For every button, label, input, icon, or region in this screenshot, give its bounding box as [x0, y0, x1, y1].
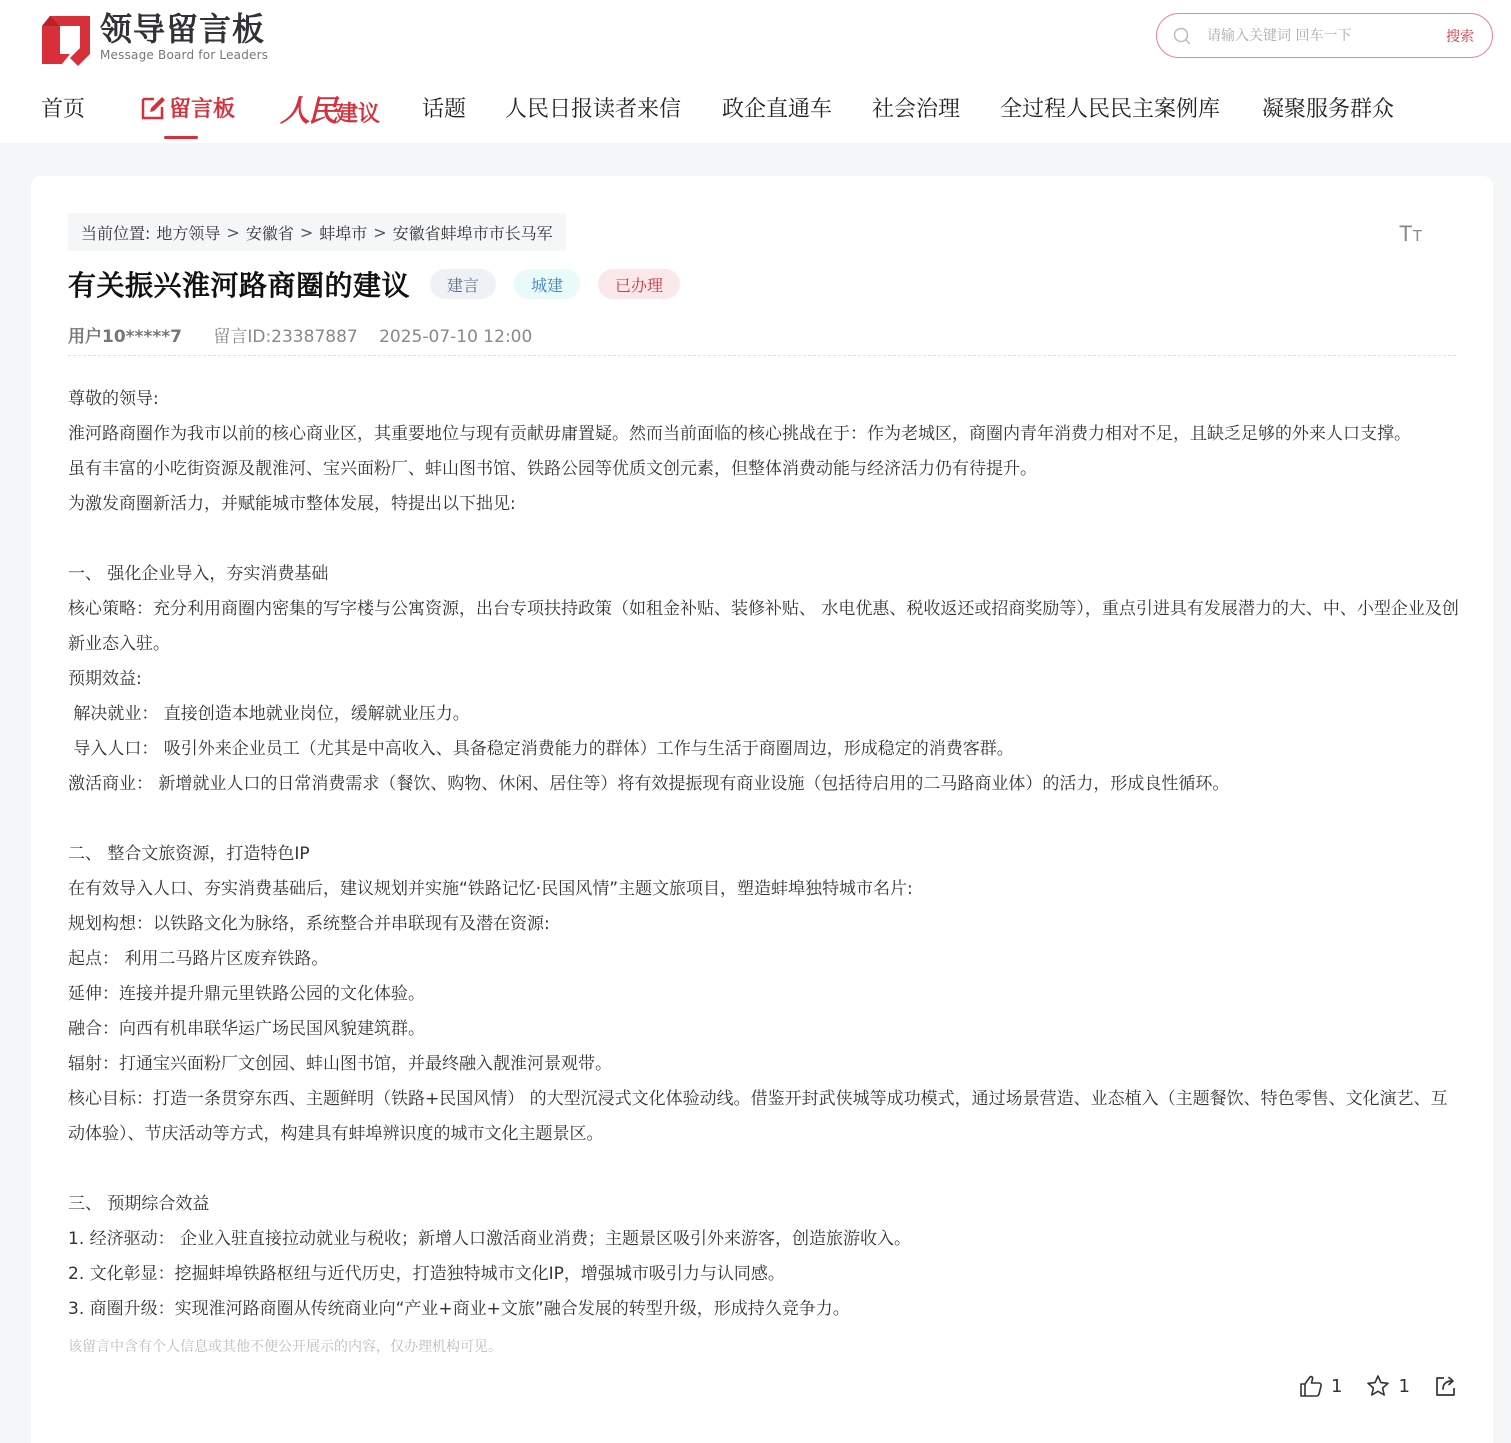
message-meta [68, 322, 532, 347]
nav-item-democracy-cases[interactable]: 全过程人民民主案例库 [1000, 97, 1221, 122]
title-row [68, 264, 680, 304]
main-nav [0, 84, 1511, 143]
body-line: 延伸：连接并提升鼎元里铁路公园的文化体验。 [68, 984, 425, 1004]
body-line [68, 1152, 1460, 1187]
message-card [31, 176, 1493, 1443]
nav-item-social-governance[interactable]: 社会治理 [872, 97, 961, 122]
site-logo[interactable] [40, 10, 268, 66]
author-name: 用户10*****7 [68, 327, 182, 347]
status-badge: 已办理 [598, 269, 680, 299]
message-date: 2025-07-10 12:00 [379, 327, 533, 347]
section-heading: 三、 预期综合效益 [68, 1194, 210, 1214]
tag-type: 建言 [430, 269, 496, 299]
body-line: 辐射：打通宝兴面粉厂文创园、蚌山图书馆，并最终融入靓淮河景观带。 [68, 1054, 612, 1074]
logo-subtitle: Message Board for Leaders [100, 48, 269, 62]
body-line: 为激发商圈新活力，并赋能城市整体发展，特提出以下拙见: [68, 494, 516, 514]
breadcrumb-separator: > [373, 222, 387, 242]
section-heading: 二、 整合文旅资源，打造特色IP [68, 844, 310, 864]
nav-item-message-board[interactable] [140, 92, 235, 123]
message-title: 有关振兴淮河路商圈的建议 [68, 269, 411, 302]
body-line: 核心策略：充分利用商圈内密集的写字楼与公寓资源，出台专项扶持政策（如租金补贴、装修补贴、 水电优惠、税收返还或招商奖励等），重点引进具有发展潜力的大、中、小型企业及创新业态入驻。 [68, 599, 1459, 654]
breadcrumb-prefix: 当前位置: [81, 223, 151, 243]
breadcrumb-separator: > [299, 222, 314, 242]
breadcrumb [68, 213, 566, 251]
body-line [68, 802, 1460, 837]
search-icon [1172, 26, 1192, 46]
nav-item-message-board-label: 留言板 [169, 97, 236, 122]
tag-category: 城建 [514, 269, 580, 299]
message-id: 留言ID:23387887 [213, 327, 358, 347]
favorite-count: 1 [1398, 1375, 1410, 1397]
people-script-logo: 人民 [280, 94, 336, 129]
site-header [0, 0, 1511, 143]
breadcrumb-province[interactable]: 安徽省 [245, 223, 294, 243]
body-line: 激活商业： 新增就业人口的日常消费需求（餐饮、购物、休闲、居住等）将有效提振现有商业设施（包括待启用的二马路商业体）的活力，形成良性循环。 [68, 774, 1230, 794]
breadcrumb-leader[interactable]: 安徽省蚌埠市市长马军 [392, 223, 553, 243]
body-line: 规划构想：以铁路文化为脉络，系统整合并串联现有及潜在资源: [68, 914, 550, 934]
share-button[interactable] [1434, 1374, 1458, 1398]
like-count: 1 [1331, 1375, 1343, 1397]
active-nav-indicator [164, 136, 198, 139]
body-line: 淮河路商圈作为我市以前的核心商业区，其重要地位与现有贡献毋庸置疑。然而当前面临的核心挑战在于：作为老城区，商圈内青年消费力相对不足，且缺乏足够的外来人口支撑。 [68, 424, 1411, 444]
nav-item-gov-business[interactable]: 政企直通车 [722, 97, 833, 122]
nav-item-people-suggestion[interactable] [280, 86, 380, 130]
search-input[interactable] [1207, 28, 1427, 44]
thumbs-up-icon [1299, 1374, 1323, 1398]
section-heading: 一、 强化企业导入，夯实消费基础 [68, 564, 329, 584]
body-line: 融合：向西有机串联华运广场民国风貌建筑群。 [68, 1019, 425, 1039]
nav-item-serve-masses[interactable]: 凝聚服务群众 [1262, 97, 1395, 122]
body-line: 预期效益: [68, 669, 142, 689]
body-line: 1. 经济驱动： 企业入驻直接拉动就业与税收；新增人口激活商业消费；主题景区吸引外来游客，创造旅游收入。 [68, 1229, 912, 1249]
logo-mark-icon [40, 14, 92, 66]
breadcrumb-city[interactable]: 蚌埠市 [319, 223, 368, 243]
body-line: 核心目标：打造一条贯穿东西、主题鲜明（铁路+民国风情） 的大型沉浸式文化体验动线。借鉴开封武侠城等成功模式，通过场景营造、业态植入（主题餐饮、特色零售、文化演艺、互动体验）、节庆活动等方式，构建具有蚌埠辨识度的城市文化主题景区。 [68, 1089, 1448, 1144]
body-line: 2. 文化彰显：挖掘蚌埠铁路枢纽与近代历史，打造独特城市文化IP，增强城市吸引力与认同感。 [68, 1264, 785, 1284]
message-actions [1299, 1374, 1458, 1398]
search-bar [1156, 13, 1493, 58]
search-button[interactable]: 搜索 [1446, 28, 1474, 45]
nav-item-home[interactable]: 首页 [41, 97, 86, 122]
body-line: 尊敬的领导: [68, 389, 159, 409]
font-size-toggle-icon[interactable]: TT [1399, 221, 1423, 246]
share-icon [1434, 1374, 1458, 1398]
edit-icon [140, 95, 166, 121]
star-icon [1366, 1374, 1390, 1398]
logo-title: 领导留言板 [100, 10, 266, 48]
nav-item-topics[interactable]: 话题 [422, 97, 467, 122]
message-body [68, 382, 1460, 1327]
breadcrumb-local-leaders[interactable]: 地方领导 [156, 223, 221, 243]
body-line: 导入人口： 吸引外来企业员工（尤其是中高收入、具备稳定消费能力的群体）工作与生活于商圈周边，形成稳定的消费客群。 [68, 739, 1014, 759]
body-line: 解决就业： 直接创造本地就业岗位，缓解就业压力。 [68, 704, 470, 724]
nav-item-suggestion-label: 建议 [336, 102, 381, 127]
body-line: 虽有丰富的小吃街资源及靓淮河、宝兴面粉厂、蚌山图书馆、铁路公园等优质文创元素，但整体消费动能与经济活力仍有待提升。 [68, 459, 1037, 479]
nav-item-reader-letters[interactable]: 人民日报读者来信 [505, 97, 682, 122]
privacy-notice: 该留言中含有个人信息或其他不便公开展示的内容，仅办理机构可见。 [68, 1339, 502, 1355]
meta-divider [68, 355, 1456, 356]
body-line: 起点： 利用二马路片区废弃铁路。 [68, 949, 329, 969]
body-line: 3. 商圈升级：实现淮河路商圈从传统商业向“产业+商业+文旅”融合发展的转型升级，形成持久竞争力。 [68, 1299, 850, 1319]
breadcrumb-separator: > [226, 222, 240, 242]
favorite-button[interactable] [1366, 1374, 1409, 1398]
body-line: 在有效导入人口、夯实消费基础后，建议规划并实施“铁路记忆·民国风情”主题文旅项目，塑造蚌埠独特城市名片: [68, 879, 913, 899]
body-line [68, 522, 1460, 557]
like-button[interactable] [1299, 1374, 1342, 1398]
